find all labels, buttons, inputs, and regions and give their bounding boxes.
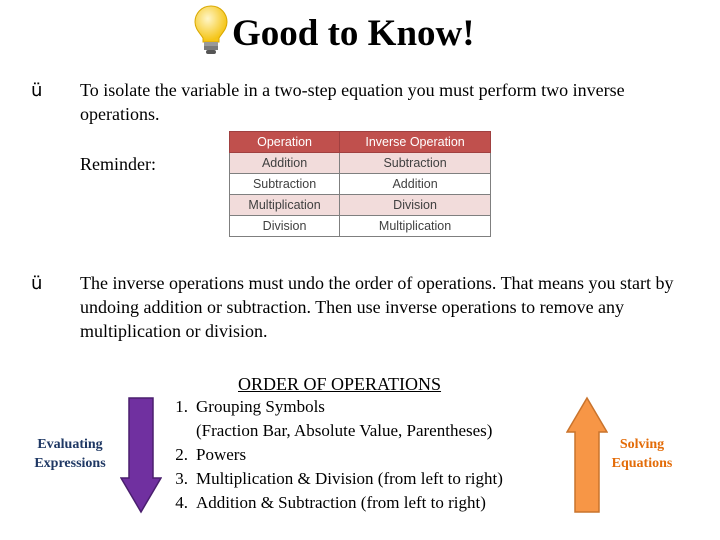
check-mark-icon: ü: [31, 273, 43, 294]
light-bulb-icon: [193, 4, 229, 56]
inverse-operations-table: [229, 131, 491, 237]
table-cell: Addition: [340, 174, 491, 195]
page-title: Good to Know!: [232, 13, 475, 54]
check-mark-icon: ü: [31, 80, 43, 101]
table-header-operation: Operation: [230, 132, 340, 153]
table-cell: Subtraction: [340, 153, 491, 174]
table-row: [230, 216, 491, 237]
table-cell: Addition: [230, 153, 340, 174]
table-cell: Subtraction: [230, 174, 340, 195]
table-row: [230, 174, 491, 195]
down-arrow-icon: [120, 396, 162, 514]
evaluating-expressions-label: [14, 435, 126, 473]
table-cell: Multiplication: [340, 216, 491, 237]
list-number: 1.: [175, 397, 188, 416]
solving-equations-label: [596, 435, 688, 473]
order-of-operations-title: ORDER OF OPERATIONS: [238, 374, 442, 394]
table-cell: Division: [230, 216, 340, 237]
evaluating-line2: Expressions: [34, 456, 106, 471]
solving-line2: Equations: [611, 456, 673, 471]
list-item: Grouping Symbols: [196, 397, 325, 416]
table-row: [230, 153, 491, 174]
list-item-subtext: (Fraction Bar, Absolute Value, Parentheses): [196, 421, 493, 440]
list-item: Powers: [196, 445, 247, 464]
list-number: 3.: [175, 469, 188, 488]
list-number: 2.: [175, 445, 188, 464]
list-item: Multiplication & Division (from left to right): [196, 469, 503, 488]
table-header-inverse-operation: Inverse Operation: [340, 132, 491, 153]
table-header-row: [230, 132, 491, 153]
table-row: [230, 195, 491, 216]
bullet-text-2: The inverse operations must undo the order of operations. That means you start by undoing addition or subtraction. Then use inverse operations to remove any multiplication or division.: [80, 273, 674, 341]
solving-line1: Solving: [619, 437, 665, 452]
table-cell: Division: [340, 195, 491, 216]
list-item: Addition & Subtraction (from left to right): [196, 493, 486, 512]
bullet-text-1: To isolate the variable in a two-step equation you must perform two inverse operations.: [80, 80, 625, 124]
reminder-label: Reminder:: [80, 154, 156, 174]
table-cell: Multiplication: [230, 195, 340, 216]
list-number: 4.: [175, 493, 188, 512]
evaluating-line1: Evaluating: [37, 437, 103, 452]
